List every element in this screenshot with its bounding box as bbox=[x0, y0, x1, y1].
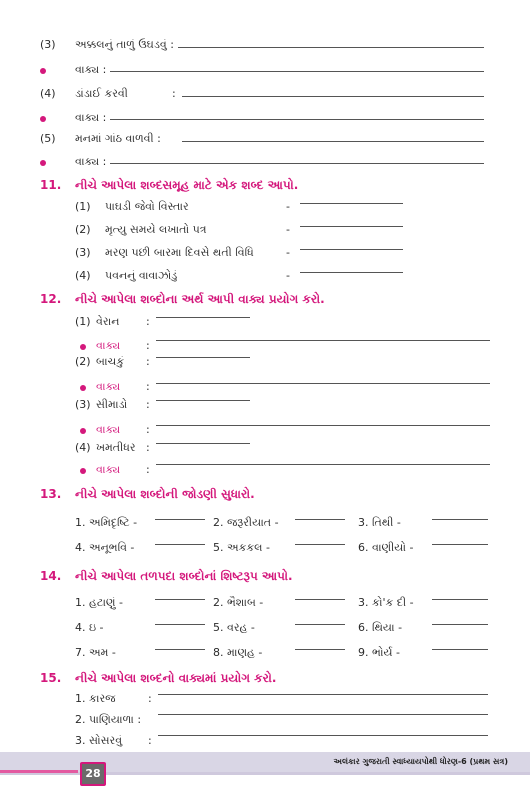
word: વેરાન bbox=[96, 315, 120, 328]
answer-line[interactable] bbox=[158, 714, 488, 715]
answer-line[interactable] bbox=[155, 649, 205, 650]
answer-line[interactable] bbox=[155, 544, 205, 545]
answer-line[interactable] bbox=[300, 226, 403, 227]
answer-line[interactable] bbox=[178, 47, 484, 48]
answer-line[interactable] bbox=[295, 624, 345, 625]
colon: : bbox=[146, 398, 150, 411]
answer-line[interactable] bbox=[158, 735, 488, 736]
item-text: પવનનું વાવાઝોડું bbox=[105, 269, 178, 282]
answer-line[interactable] bbox=[432, 599, 488, 600]
sentence-label: વાક્ય bbox=[96, 463, 121, 476]
question-number: 11. bbox=[40, 178, 62, 192]
answer-line[interactable] bbox=[155, 599, 205, 600]
item-number: (3) bbox=[75, 246, 91, 259]
colon: : bbox=[172, 87, 176, 100]
item-number: (4) bbox=[75, 441, 91, 454]
colon: : bbox=[146, 423, 150, 436]
answer-line[interactable] bbox=[155, 519, 205, 520]
answer-line[interactable] bbox=[295, 599, 345, 600]
colon: : bbox=[148, 734, 152, 747]
answer-line[interactable] bbox=[155, 624, 205, 625]
dialect-item: 3. કો'ક દી - bbox=[358, 596, 414, 609]
dialect-item: 8. માણહ - bbox=[213, 646, 263, 659]
question-number: 14. bbox=[40, 569, 62, 583]
sentence-label: વાક્ય bbox=[96, 339, 121, 352]
item-number: (1) bbox=[75, 200, 91, 213]
item-text: ડાંડાઈ કરવી bbox=[75, 87, 128, 100]
colon: : bbox=[148, 692, 152, 705]
dialect-item: 4. ઇ - bbox=[75, 621, 104, 634]
answer-line[interactable] bbox=[156, 443, 250, 444]
dialect-item: 5. વરહ - bbox=[213, 621, 255, 634]
question-title: નીચે આપેલા શબ્દોના અર્થ આપી વાક્ય પ્રયોગ કરો. bbox=[75, 292, 325, 306]
item-number: (4) bbox=[75, 269, 91, 282]
colon: : bbox=[146, 355, 150, 368]
spelling-item: 4. અનૂભવિ - bbox=[75, 541, 135, 554]
colon: : bbox=[146, 339, 150, 352]
answer-line[interactable] bbox=[156, 357, 250, 358]
answer-line[interactable] bbox=[156, 425, 490, 426]
item-number: (5) bbox=[40, 132, 56, 145]
colon: : bbox=[146, 380, 150, 393]
question-number: 15. bbox=[40, 671, 62, 685]
sentence-label: વાક્ય bbox=[96, 380, 121, 393]
colon: : bbox=[146, 463, 150, 476]
answer-line[interactable] bbox=[295, 544, 345, 545]
bullet-icon bbox=[80, 385, 86, 391]
answer-line[interactable] bbox=[158, 694, 488, 695]
question-title: નીચે આપેલા તળપદા શબ્દોનાં શિષ્ટરૂપ આપો. bbox=[75, 569, 293, 583]
usage-item: 1. કારજ bbox=[75, 692, 116, 705]
item-number: (2) bbox=[75, 355, 91, 368]
item-number: (4) bbox=[40, 87, 56, 100]
item-number: (1) bbox=[75, 315, 91, 328]
item-number: (3) bbox=[75, 398, 91, 411]
bullet-icon bbox=[80, 344, 86, 350]
item-text: મૃત્યુ સમયે લખાતો પત્ર bbox=[105, 223, 207, 236]
footer-accent-line bbox=[0, 770, 78, 773]
sentence-label: વાક્ય bbox=[96, 423, 121, 436]
bullet-icon bbox=[40, 116, 46, 122]
answer-line[interactable] bbox=[300, 249, 403, 250]
dialect-item: 6. થિયા - bbox=[358, 621, 403, 634]
answer-line[interactable] bbox=[432, 649, 488, 650]
colon: : bbox=[146, 441, 150, 454]
bullet-icon bbox=[40, 68, 46, 74]
answer-line[interactable] bbox=[182, 96, 484, 97]
question-number: 13. bbox=[40, 487, 62, 501]
dialect-item: 1. હટાણું - bbox=[75, 596, 123, 609]
item-text: મનમાં ગાંઠ વાળવી : bbox=[75, 132, 161, 145]
spelling-item: 3. તિથી - bbox=[358, 516, 401, 529]
answer-line[interactable] bbox=[300, 203, 403, 204]
answer-line[interactable] bbox=[156, 464, 490, 465]
answer-line[interactable] bbox=[432, 544, 488, 545]
spelling-item: 2. જરૂરીયાત - bbox=[213, 516, 279, 529]
bullet-icon bbox=[40, 160, 46, 166]
colon: : bbox=[146, 315, 150, 328]
spelling-item: 6. વાણીયો - bbox=[358, 541, 414, 554]
answer-line[interactable] bbox=[156, 340, 490, 341]
item-number: (2) bbox=[75, 223, 91, 236]
book-title: અલંકાર ગુજરાતી સ્વાધ્યાયપોથી ધોરણ-6 (પ્રથમ સત્ર) bbox=[333, 757, 508, 766]
word: બાચકું bbox=[96, 355, 125, 368]
answer-line[interactable] bbox=[156, 400, 250, 401]
usage-item: 3. સોસરવું bbox=[75, 734, 123, 747]
sentence-label: વાક્ય : bbox=[75, 63, 107, 76]
answer-line[interactable] bbox=[432, 519, 488, 520]
page-number: 28 bbox=[80, 762, 106, 786]
dash: - bbox=[286, 246, 290, 259]
spelling-item: 1. અમિદૃષ્ટિ - bbox=[75, 516, 138, 529]
word: ખમતીધર bbox=[96, 441, 136, 454]
answer-line[interactable] bbox=[156, 383, 490, 384]
answer-line[interactable] bbox=[156, 317, 250, 318]
item-text: મરણ પછી બારમા દિવસે થતી વિધિ bbox=[105, 246, 254, 259]
answer-line[interactable] bbox=[300, 272, 403, 273]
question-title: નીચે આપેલા શબ્દસમૂહ માટે એક શબ્દ આપો. bbox=[75, 178, 299, 192]
answer-line[interactable] bbox=[110, 119, 484, 120]
item-number: (3) bbox=[40, 38, 56, 51]
question-title: નીચે આપેલા શબ્દોની જોડણી સુધારો. bbox=[75, 487, 255, 501]
answer-line[interactable] bbox=[432, 624, 488, 625]
dialect-item: 9. ભોર્ય - bbox=[358, 646, 401, 659]
dialect-item: 2. ભૈશાબ - bbox=[213, 596, 264, 609]
answer-line[interactable] bbox=[110, 71, 484, 72]
answer-line[interactable] bbox=[295, 649, 345, 650]
dash: - bbox=[286, 200, 290, 213]
sentence-label: વાક્ય : bbox=[75, 155, 107, 168]
answer-line[interactable] bbox=[295, 519, 345, 520]
item-text: પાઘડી જેવો વિસ્તાર bbox=[105, 200, 189, 213]
question-number: 12. bbox=[40, 292, 62, 306]
bullet-icon bbox=[80, 428, 86, 434]
answer-line[interactable] bbox=[110, 163, 484, 164]
dash: - bbox=[286, 223, 290, 236]
dialect-item: 7. અમ - bbox=[75, 646, 116, 659]
bullet-icon bbox=[80, 468, 86, 474]
word: સીમાડો bbox=[96, 398, 128, 411]
dash: - bbox=[286, 269, 290, 282]
spelling-item: 5. અકકલ - bbox=[213, 541, 270, 554]
sentence-label: વાક્ય : bbox=[75, 111, 107, 124]
answer-line[interactable] bbox=[182, 141, 484, 142]
item-text: અક્કલનું તાળું ઉઘડવું : bbox=[75, 38, 174, 51]
usage-item: 2. પાણિયાળા : bbox=[75, 713, 142, 726]
question-title: નીચે આપેલા શબ્દનો વાક્યમાં પ્રયોગ કરો. bbox=[75, 671, 277, 685]
